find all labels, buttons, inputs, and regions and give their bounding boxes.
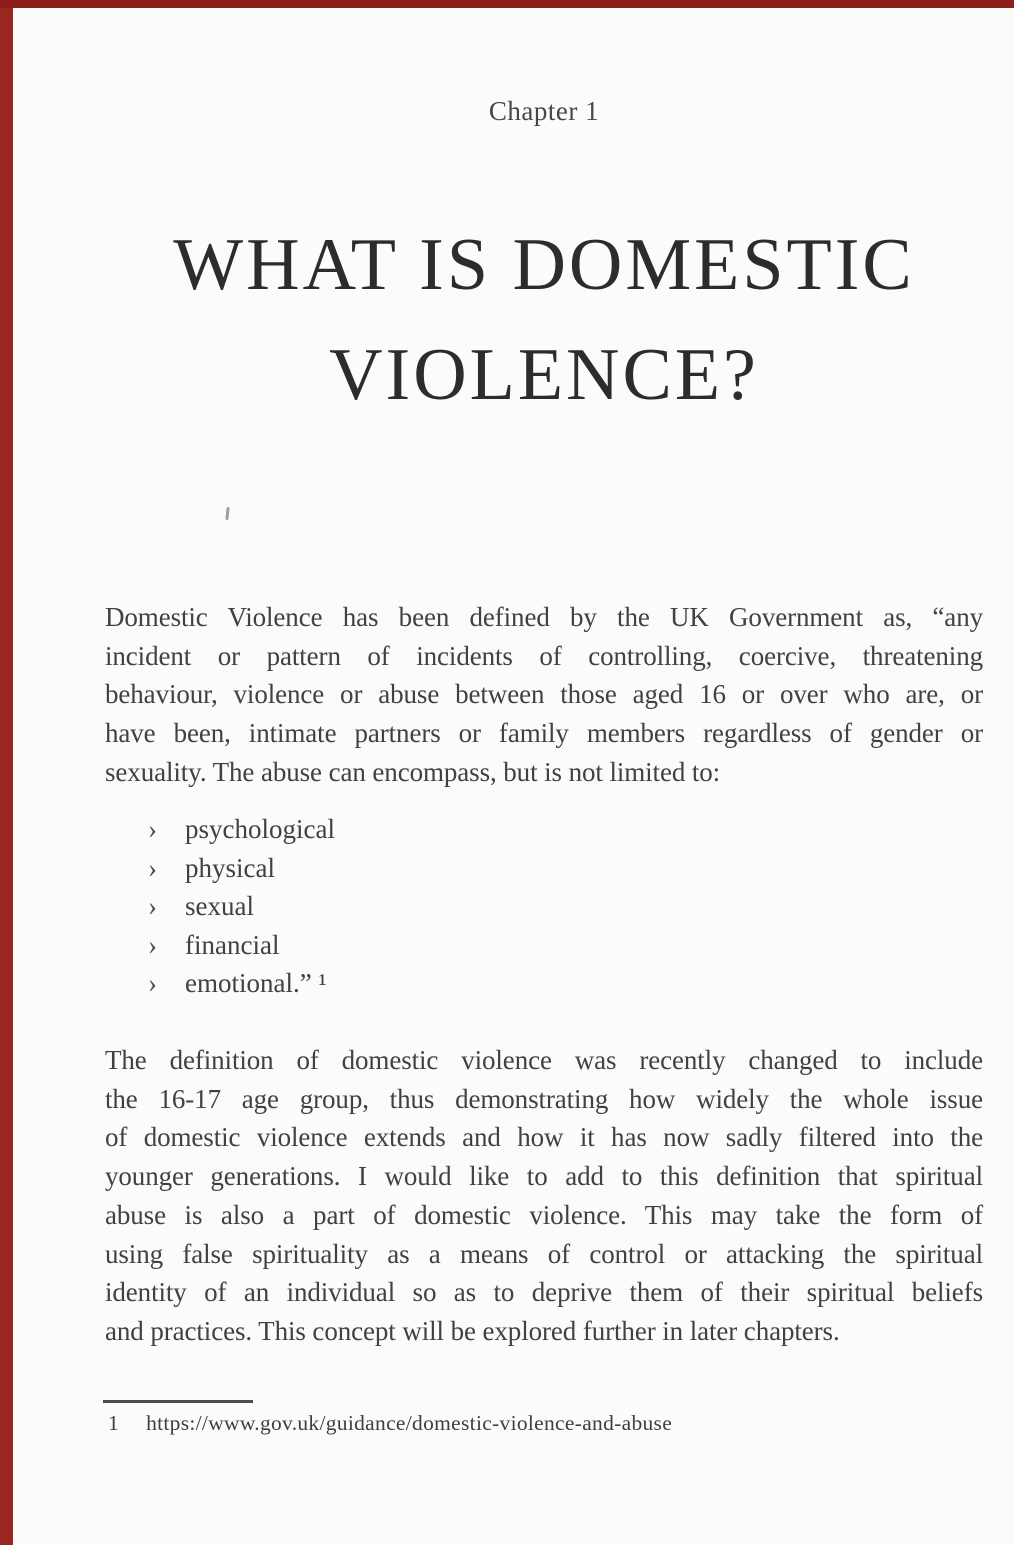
list-item	[105, 926, 983, 965]
paragraph-line: younger generations. I would like to add to this definition that spiritual	[105, 1161, 983, 1192]
footnote-url: https://www.gov.uk/guidance/domestic-violence-and-abuse	[146, 1411, 673, 1435]
paragraph-line: behaviour, violence or abuse between those aged 16 or over who are, or	[105, 679, 983, 710]
scan-artifact-mark	[225, 507, 229, 520]
chapter-title-line-1: WHAT IS DOMESTIC	[173, 224, 915, 306]
chapter-label: Chapter 1	[488, 96, 600, 126]
chevron-bullet-icon: ›	[148, 891, 157, 922]
chapter-title	[95, 210, 993, 430]
list-item-label: physical	[185, 852, 275, 883]
page-edge-top-strip	[0, 0, 1014, 8]
chevron-bullet-icon: ›	[148, 852, 157, 883]
paragraph-line: sexuality. The abuse can encompass, but is not limited to:	[105, 756, 721, 787]
footnote	[108, 1411, 986, 1436]
paragraph-line: using false spirituality as a means of control or attacking the spiritual	[105, 1238, 983, 1269]
paragraph-line: the 16-17 age group, thus demonstrating how widely the whole issue	[105, 1083, 983, 1114]
paragraph-line: and practices. This concept will be explored further in later chapters.	[105, 1315, 840, 1346]
list-item-label: psychological	[185, 814, 335, 844]
list-item-label: financial	[185, 929, 280, 960]
list-item	[105, 964, 983, 1003]
list-item	[105, 849, 983, 888]
list-item	[105, 810, 983, 849]
paragraph-line: have been, intimate partners or family members regardless of gender or	[105, 718, 983, 749]
list-item-label: emotional.” ¹	[185, 968, 327, 999]
paragraph-definition	[105, 598, 983, 792]
list-item	[105, 887, 983, 926]
paragraph-line: abuse is also a part of domestic violence. This may take the form of	[105, 1199, 983, 1230]
chevron-bullet-icon: ›	[148, 929, 157, 960]
paragraph-commentary	[105, 1041, 983, 1351]
paragraph-line: identity of an individual so as to deprive them of their spiritual beliefs	[105, 1277, 983, 1308]
abuse-type-list	[105, 810, 983, 1003]
chapter-title-line-2: VIOLENCE?	[329, 334, 759, 416]
list-item-label: sexual	[185, 891, 254, 922]
paragraph-line: Domestic Violence has been defined by the UK Government as, “any	[105, 602, 983, 632]
paragraph-line: incident or pattern of incidents of controlling, coercive, threatening	[105, 640, 983, 671]
paragraph-line: of domestic violence extends and how it has now sadly filtered into the	[105, 1122, 983, 1153]
page-edge-left-strip	[0, 0, 13, 1545]
chevron-bullet-icon: ›	[148, 968, 157, 999]
paragraph-line: The definition of domestic violence was recently changed to include	[105, 1045, 983, 1075]
footnote-divider	[103, 1400, 253, 1403]
footnote-number: 1	[108, 1411, 120, 1435]
chevron-bullet-icon: ›	[148, 814, 157, 844]
